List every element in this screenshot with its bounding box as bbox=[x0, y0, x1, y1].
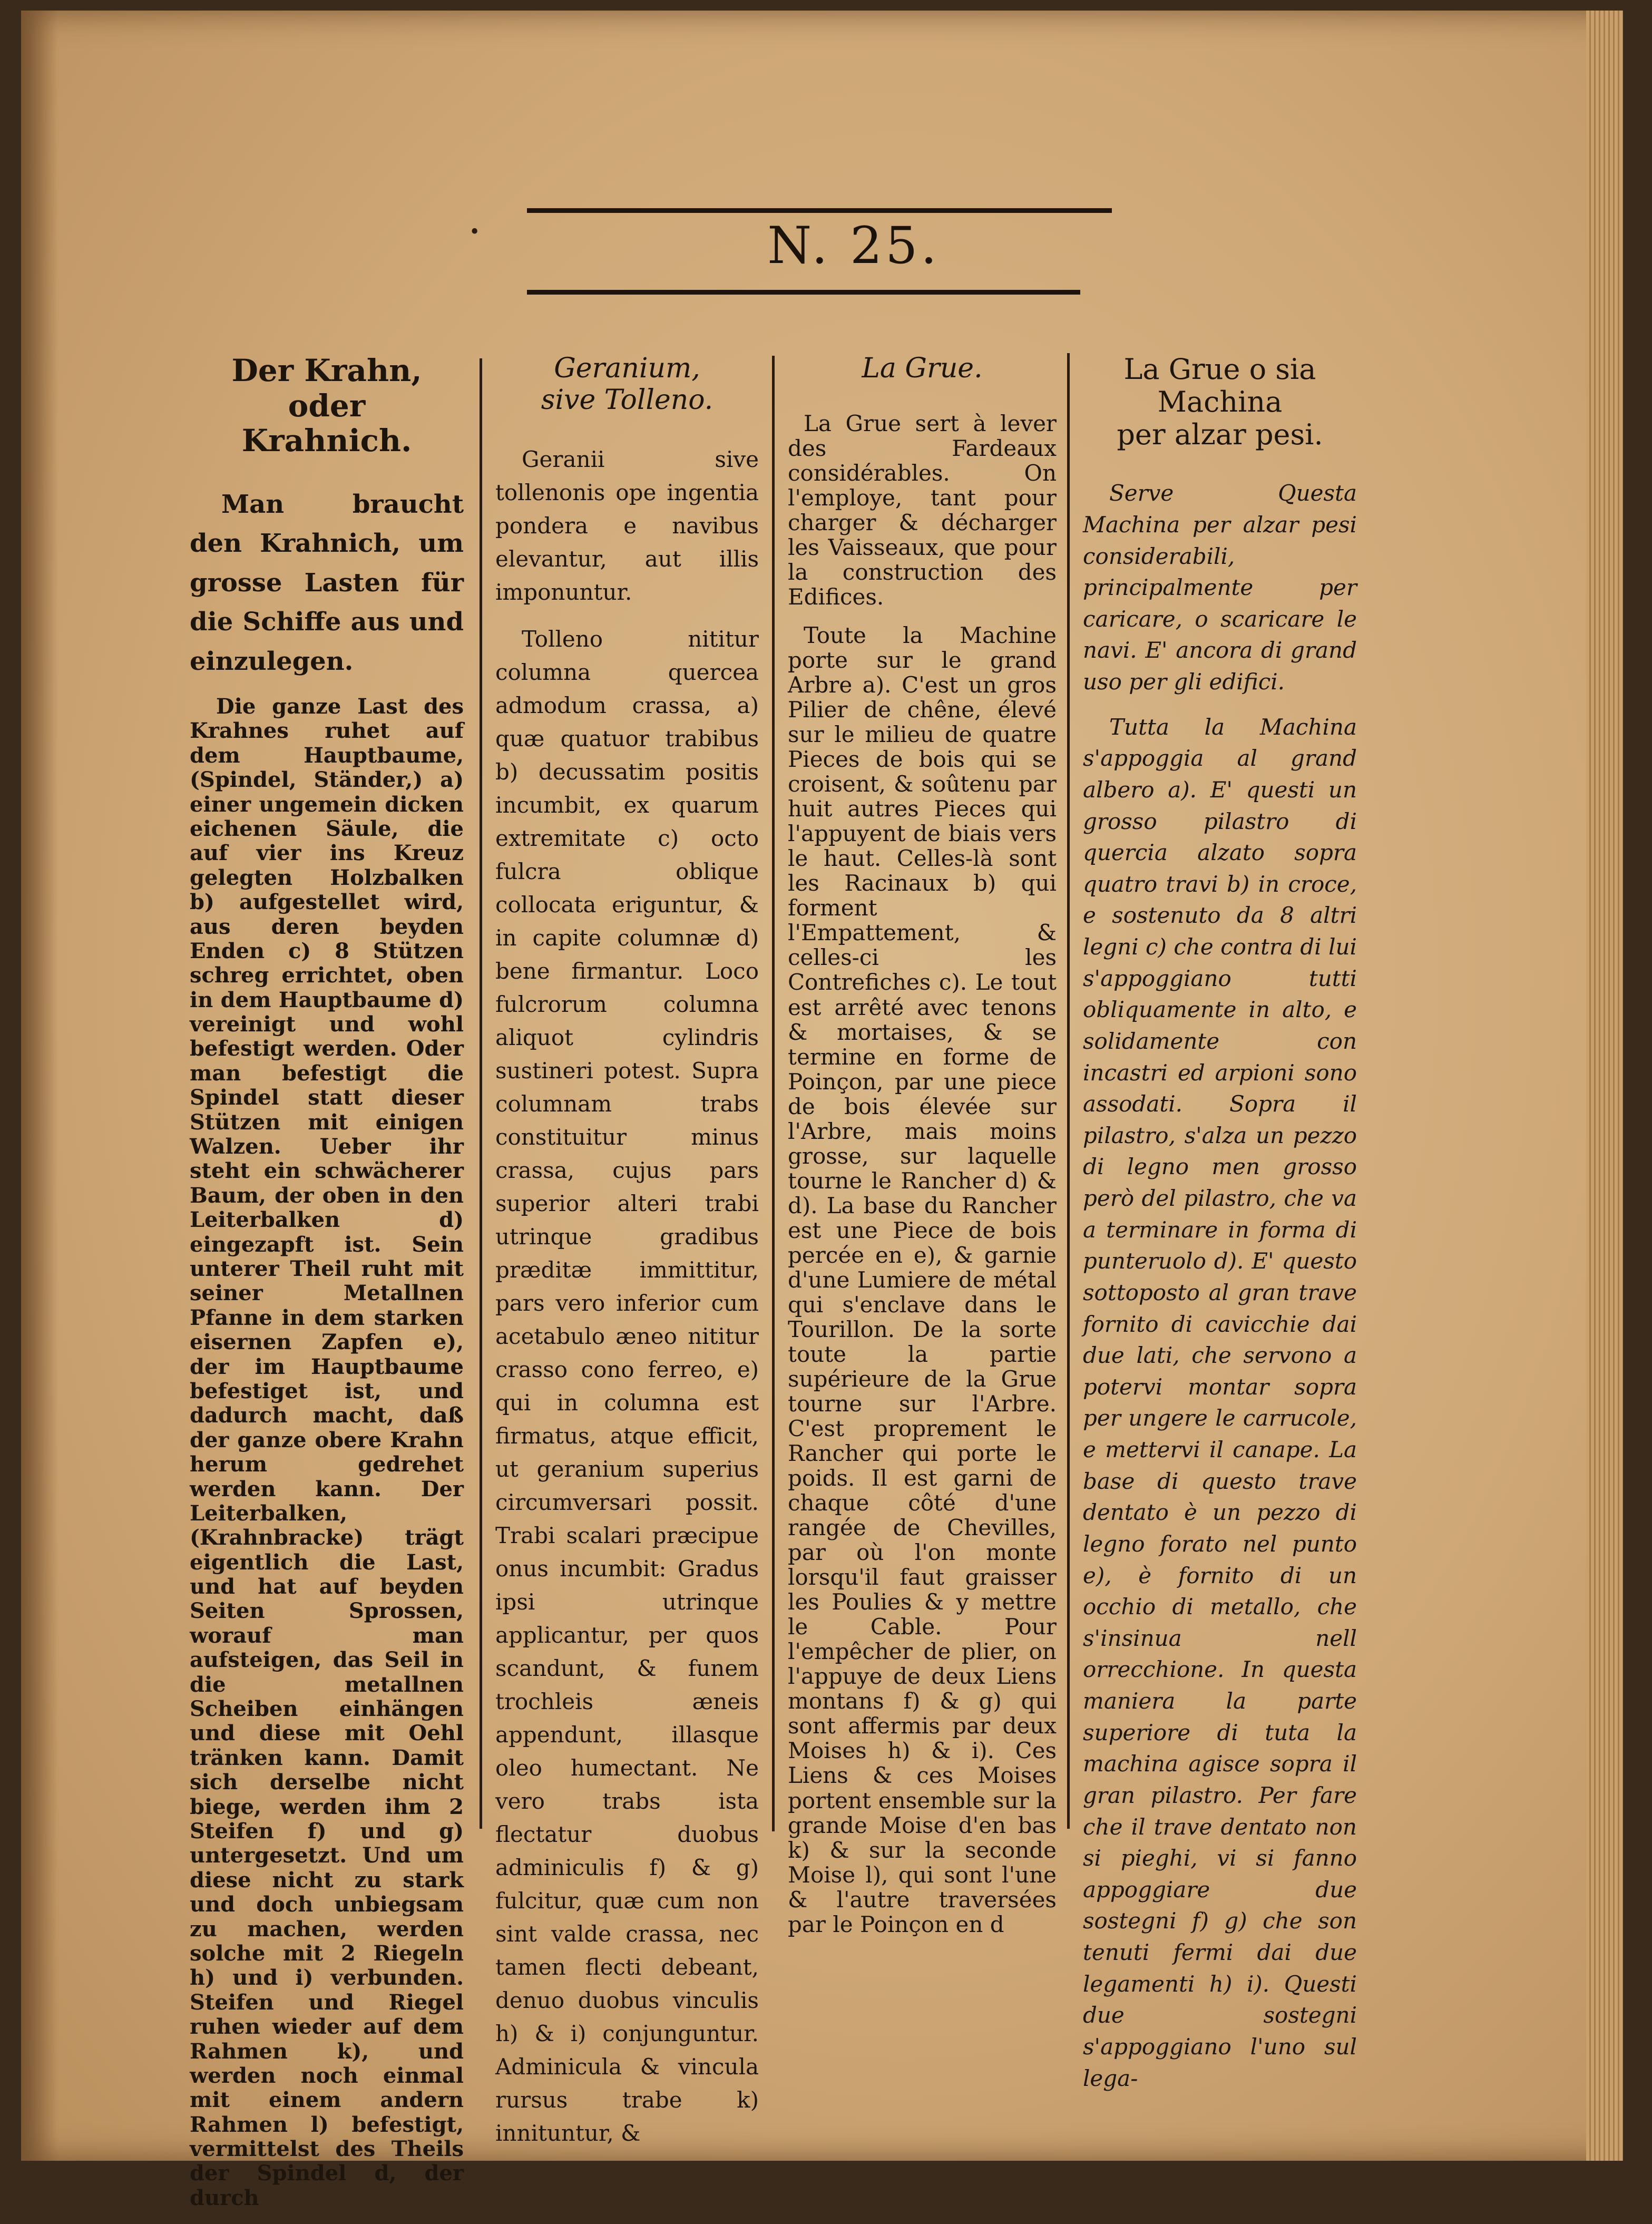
page-edge bbox=[1586, 11, 1623, 2161]
french-paragraph-2: Toute la Machine porte sur le grand Arbre a). C'est un gros Pilier de chêne, élevé sur le milieu de quatre Pieces de bois qui se croisent, & soûtenu par huit autres Pieces qui l'appuyent de biais vers le haut. Celles-là sont les Racinaux b) qui forment l'Empattement, & celles-ci les Contrefiches c). Le tout est arrêté avec tenons & mortaises, & se termine en forme de Poinçon, par une piece de bois élevée sur l'Arbre, mais moins grosse, sur laquelle tourne le Rancher d) & d). La base du Rancher est une Piece de bois percée en e), & garnie d'une Lumiere de métal qui s'enclave dans le Tourillon. De la sorte toute la partie supérieure de la Grue tourne sur l'Arbre. C'est proprement le Rancher qui porte le poids. Il est garni de chaque côté d'une rangée de Chevilles, par où l'on monte lorsqu'il faut graisser les Poulies & y mettre le Cable. Pour l'empêcher de plier, on l'appuye de deux Liens montans f) & g) qui sont affermis par deux Moises h) & i). Ces Liens & ces Moises portent ensemble sur la grande Moise d'en bas k) & sur la seconde Moise l), qui sont l'une & l'autre traversées par le Poinçon en d bbox=[788, 622, 1057, 1937]
book-page bbox=[21, 11, 1623, 2210]
latin-paragraph-1: Geranii sive tollenonis ope ingentia pondera e navibus elevantur, aut illis imponuntur. bbox=[495, 446, 759, 605]
german-title-line-1: Der Krahn, oder bbox=[231, 353, 422, 424]
german-paragraph-2: Die ganze Last des Krahnes ruhet auf dem Hauptbaume, (Spindel, Ständer,) a) einer ungemein dicken eichenen Säule, die auf vier ins Kreuz gelegten Holzbalken b) aufgestellet wird, aus deren beyden Enden c) 8 Stützen schreg errichtet, oben in dem Hauptbaume d) vereinigt und wohl befestigt werden. Oder man befestigt die Spindel statt dieser Stützen mit einigen Walzen. Ueber ihr steht ein schwächerer Baum, der oben in den Leiterbalken d) eingezapft ist. Sein unterer Theil ruht mit seiner Metallnen Pfanne in dem starken eisernen Zapfen e), der im Hauptbaume befestiget ist, und dadurch macht, daß der ganze obere Krahn herum gedrehet werden kann. Der Leiterbalken, (Krahnbracke) trägt eigentlich die Last, und hat auf beyden Seiten Sprossen, worauf man aufsteigen, das Seil in die metallnen Scheiben einhängen und diese mit Oehl tränken kann. Damit sich derselbe nicht biege, werden ihm 2 Steifen f) und g) untergesetzt. Und um diese nicht zu stark und doch unbiegsam zu machen, werden solche mit 2 Riegeln h) und i) verbunden. Steifen und Riegel ruhen wieder auf dem Rahmen k), und werden noch einmal mit einem andern Rahmen l) befestigt, vermittelst des Theils der Spindel d, der durch bbox=[190, 694, 464, 2210]
italian-title-line-1: La Grue o sia Machina bbox=[1123, 353, 1316, 419]
italian-paragraph-1: Serve Questa Machina per alzar pesi considerabili, principalmente per caricare, o scaricare le navi. E' ancora di grand uso per gli edifici. bbox=[1083, 480, 1357, 695]
column-divider-1 bbox=[480, 358, 482, 1829]
latin-column bbox=[495, 353, 759, 2163]
german-column bbox=[190, 353, 464, 2224]
latin-title bbox=[495, 353, 759, 416]
italian-title-line-2: per alzar pesi. bbox=[1117, 418, 1323, 452]
latin-title-line-1: Geranium, bbox=[554, 353, 700, 384]
column-divider-3 bbox=[1067, 353, 1070, 1829]
header-rule-top bbox=[527, 208, 1112, 213]
french-title: La Grue. bbox=[862, 353, 983, 384]
column-divider-2 bbox=[772, 356, 775, 1831]
page-gutter bbox=[21, 11, 58, 2161]
printer-mark: • bbox=[469, 221, 481, 243]
italian-title bbox=[1083, 353, 1357, 451]
french-column bbox=[788, 353, 1057, 1950]
italian-paragraph-2: Tutta la Machina s'appoggia al grand albero a). E' questi un grosso pilastro di quercia alzato sopra quatro travi b) in croce, e sostenuto da 8 altri legni c) che contra di lui s'appoggiano tutti obliquamente in alto, e solidamente con incastri ed arpioni sono assodati. Sopra il pilastro, s'alza un pezzo di legno men grosso però del pilastro, che va a terminare in forma di punteruolo d). E' questo sottoposto al gran trave fornito di cavicchie dai due lati, che servono a potervi montar sopra per ungere le carrucole, e mettervi il canape. La base di questo trave dentato è un pezzo di legno forato nel punto e), è fornito di un occhio di metallo, che s'insinua nell orrecchione. In questa maniera la parte superiore di tuta la machina agisce sopra il gran pilastro. Per fare che il trave dentato non si pieghi, vi si fanno appoggiare due sostegni f) g) che son tenuti fermi dai due legamenti h) i). Questi due sostegni s'appoggiano l'uno sul lega- bbox=[1083, 714, 1357, 2091]
german-paragraph-1: Man braucht den Krahnich, um grosse Lasten für die Schiffe aus und einzulegen. bbox=[190, 490, 464, 676]
german-title bbox=[190, 353, 464, 459]
french-paragraph-1: La Grue sert à lever des Fardeaux considérables. On l'employe, tant pour charger & décharger les Vaisseaux, que pour la construction des Edifices. bbox=[788, 410, 1057, 610]
italian-column bbox=[1083, 353, 1357, 2108]
german-title-line-2: Krahnich. bbox=[241, 423, 412, 459]
plate-number: N. 25. bbox=[767, 216, 940, 275]
latin-title-line-2: sive Tolleno. bbox=[541, 384, 713, 416]
latin-paragraph-2: Tolleno nititur columna quercea admodum crassa, a) quæ quatuor trabibus b) decussatim positis incumbit, ex quarum extremitate c) octo fulcra oblique collocata eriguntur, & in capite columnæ d) bene firmantur. Loco fulcrorum columna aliquot cylindris sustineri potest. Supra columnam trabs constituitur minus crassa, cujus pars superior alteri trabi utrinque gradibus præditæ immittitur, pars vero inferior cum acetabulo æneo nititur crasso cono ferreo, e) qui in columna est firmatus, atque efficit, ut geranium superius circumversari possit. Trabi scalari præcipue onus incumbit: Gradus ipsi utrinque applicantur, per quos scandunt, & funem trochleis æneis appendunt, illasque oleo humectant. Ne vero trabs ista flectatur duobus adminiculis f) & g) fulcitur, quæ cum non sint valde crassa, nec tamen flecti debeant, denuo duobus vinculis h) & i) conjunguntur. Adminicula & vincula rursus trabe k) innituntur, & bbox=[495, 626, 759, 2146]
header-rule-bottom bbox=[527, 290, 1080, 295]
